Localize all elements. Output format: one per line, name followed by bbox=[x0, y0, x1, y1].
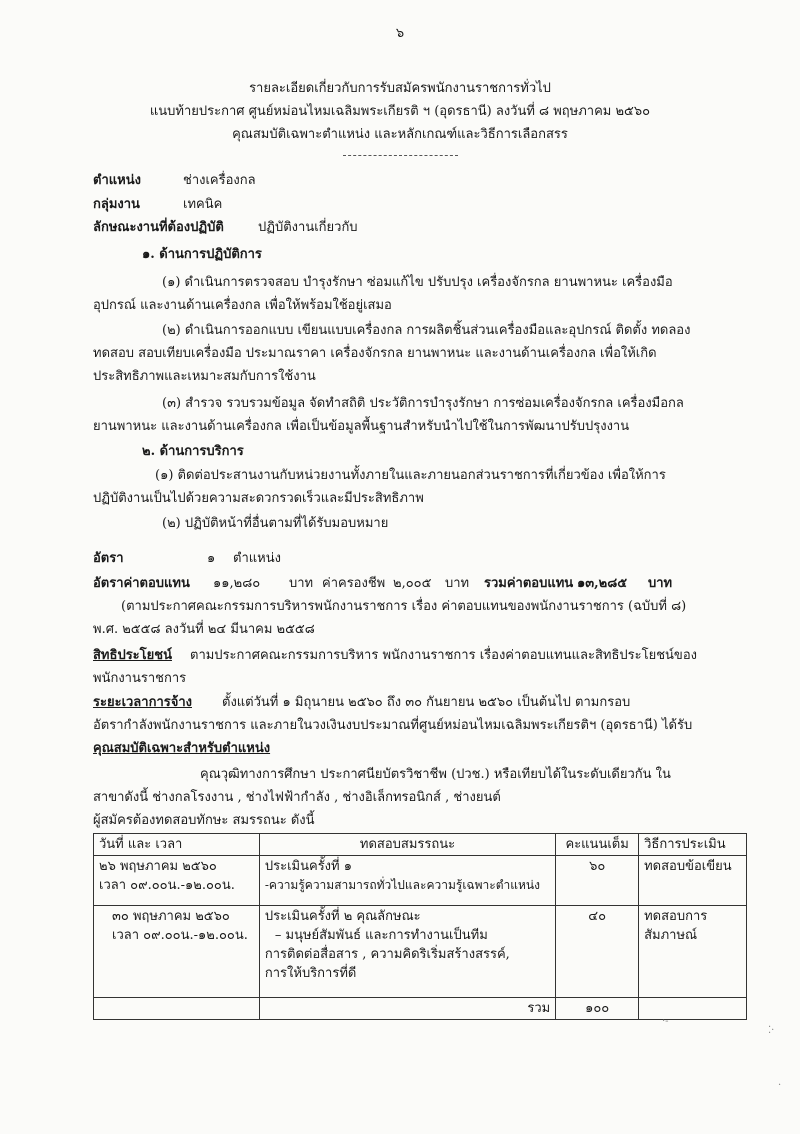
pay-total-label: รวมค่าตอบแทน bbox=[484, 576, 574, 591]
benefit-label: สิทธิประโยชน์ bbox=[93, 648, 172, 663]
rate-count: ๑ bbox=[207, 551, 216, 566]
period-label: ระยะเวลาการจ้าง bbox=[93, 695, 192, 710]
s1-item1-line1: (๑) ดำเนินการตรวจสอบ บำรุงรักษา ซ่อมแก้ไข ปรับปรุง เครื่องจักรกล ยานพาหนะ เครื่องมือ bbox=[162, 275, 673, 290]
row2-method-line1: ทดสอบการ bbox=[644, 909, 708, 924]
row2-method-cell bbox=[639, 906, 747, 998]
total-method-empty bbox=[639, 998, 747, 1020]
evaluation-table bbox=[93, 833, 747, 1020]
pay-living-label: ค่าครองชีพ bbox=[322, 576, 386, 591]
s2-item2: (๒) ปฏิบัติหน้าที่อื่นตามที่ได้รับมอบหมาย bbox=[162, 516, 389, 531]
group-label: กลุ่มงาน bbox=[93, 197, 140, 212]
col-header-method: วิธีการประเมิน bbox=[639, 834, 747, 856]
total-score: ๑๐๐ bbox=[556, 998, 639, 1020]
total-empty-cell bbox=[94, 998, 260, 1020]
row1-test-line2: -ความรู้ความสามารถทั่วไปและความรู้เฉพาะตำแหน่ง bbox=[264, 878, 540, 892]
table-row bbox=[94, 906, 747, 998]
benefit-line2: พนักงานราชการ bbox=[93, 671, 187, 686]
section1-title: ๑. ด้านการปฏิบัติการ bbox=[142, 247, 262, 262]
s1-item2-line3: ประสิทธิภาพและเหมาะสมกับการใช้งาน bbox=[93, 369, 316, 384]
pay-note-line1: (ตามประกาศคณะกรรมการบริหารพนักงานราชการ เรื่อง ค่าตอบแทนของพนักงานราชการ (ฉบับที่ ๘) bbox=[121, 599, 687, 614]
row2-date-cell bbox=[94, 906, 260, 998]
row1-method-line1: ทดสอบข้อเขียน bbox=[644, 859, 732, 874]
row2-test-line2: – มนุษย์สัมพันธ์ และการทำงานเป็นทีม bbox=[274, 928, 488, 943]
duty-value: ปฏิบัติงานเกี่ยวกับ bbox=[258, 220, 358, 235]
s2-item1-line2: ปฏิบัติงานเป็นไปด้วยความสะดวกรวดเร็วและมีประสิทธิภาพ bbox=[93, 491, 424, 506]
qualification-label: คุณสมบัติเฉพาะสำหรับตำแหน่ง bbox=[93, 741, 271, 756]
row2-test-line4: การให้บริการที่ดี bbox=[264, 966, 357, 981]
col-header-test: ทดสอบสมรรถนะ bbox=[259, 834, 555, 856]
table-header-row bbox=[94, 834, 747, 856]
row1-time: เวลา ๐๙.๐๐น.-๑๒.๐๐น. bbox=[99, 878, 235, 893]
row2-time: เวลา ๐๙.๐๐น.-๑๒.๐๐น. bbox=[112, 928, 248, 943]
row1-test-line1: ประเมินครั้งที่ ๑ bbox=[264, 859, 352, 874]
duty-label: ลักษณะงานที่ต้องปฏิบัติ bbox=[93, 220, 224, 235]
group-value: เทคนิค bbox=[183, 197, 223, 212]
col-header-score: คะแนนเต็ม bbox=[556, 834, 639, 856]
qualification-line1: คุณวุฒิทางการศึกษา ประกาศนียบัตรวิชาชีพ (ปวช.) หรือเทียบได้ในระดับเดียวกัน ใน bbox=[200, 767, 671, 782]
header-line-2: แนบท้ายประกาศ ศูนย์หม่อนไหมเฉลิมพระเกียรติ ฯ (อุดรธานี) ลงวันที่ ๘ พฤษภาคม ๒๕๖๐ bbox=[149, 104, 651, 119]
s1-item1-line2: อุปกรณ์ และงานด้านเครื่องกล เพื่อให้พร้อมใช้อยู่เสมอ bbox=[93, 298, 392, 313]
row1-test-cell bbox=[259, 856, 555, 906]
row2-test-line3: การติดต่อสื่อสาร , ความคิดริเริ่มสร้างสรรค์, bbox=[264, 947, 510, 962]
s1-item2-line2: ทดสอบ สอบเทียบเครื่องมือ ประมาณราคา เครื่องจักรกล ยานพาหนะ และงานด้านเครื่องกล เพื่อให้เกิด bbox=[93, 346, 657, 361]
s1-item3-line1: (๓) สำรวจ รวบรวมข้อมูล จัดทำสถิติ ประวัติการบำรุงรักษา การซ่อมเครื่องจักรกล เครื่องมือกล bbox=[162, 396, 684, 411]
section2-title: ๒. ด้านการบริการ bbox=[142, 444, 244, 459]
row1-score: ๖๐ bbox=[556, 856, 639, 906]
scan-mark: ·- bbox=[662, 1016, 669, 1027]
scan-mark: · bbox=[778, 1080, 782, 1091]
qualification-line3: ผู้สมัครต้องทดสอบทักษะ สมรรถนะ ดังนี้ bbox=[93, 813, 315, 828]
page-number: ๖ bbox=[395, 26, 405, 41]
s1-item3-line2: ยานพาหนะ และงานด้านเครื่องกล เพื่อเป็นข้อมูลพื้นฐานสำหรับนำไปใช้ในการพัฒนาปรับปรุงงาน bbox=[93, 419, 630, 434]
header-divider bbox=[343, 155, 458, 156]
benefit-line1: ตามประกาศคณะกรรมการบริหาร พนักงานราชการ เรื่องค่าตอบแทนและสิทธิประโยชน์ของ bbox=[190, 648, 697, 663]
header-line-3: คุณสมบัติเฉพาะตำแหน่ง และหลักเกณฑ์และวิธีการเลือกสรร bbox=[232, 127, 568, 142]
period-line2: อัตรากำลังพนักงานราชการ และภายในวงเงินงบประมาณที่ศูนย์หม่อนไหมเฉลิมพระเกียรติฯ (อุดรธานี) ได้รับ bbox=[93, 718, 693, 733]
rate-unit: ตำแหน่ง bbox=[233, 551, 281, 566]
pay-note-line2: พ.ศ. ๒๕๕๘ ลงวันที่ ๒๔ มีนาคม ๒๕๕๘ bbox=[93, 622, 315, 637]
pay-baht-3: บาท bbox=[648, 576, 673, 591]
row1-date: ๒๖ พฤษภาคม ๒๕๖๐ bbox=[99, 859, 217, 874]
position-label: ตำแหน่ง bbox=[93, 173, 141, 188]
pay-total: ๑๓,๒๘๕ bbox=[577, 576, 628, 591]
total-label: รวม bbox=[259, 998, 555, 1020]
table-row bbox=[94, 856, 747, 906]
period-line1: ตั้งแต่วันที่ ๑ มิถุนายน ๒๕๖๐ ถึง ๓๐ กันยายน ๒๕๖๐ เป็นต้นไป ตามกรอบ bbox=[222, 695, 631, 710]
row1-method-cell bbox=[639, 856, 747, 906]
pay-base: ๑๑,๒๘๐ bbox=[213, 576, 261, 591]
rate-label: อัตรา bbox=[93, 551, 124, 566]
scan-mark: ⁚· bbox=[768, 1025, 775, 1036]
row2-date: ๓๐ พฤษภาคม ๒๕๖๐ bbox=[112, 909, 230, 924]
row2-test-line1: ประเมินครั้งที่ ๒ คุณลักษณะ bbox=[264, 909, 421, 924]
row2-test-cell bbox=[259, 906, 555, 998]
row2-method-line2: สัมภาษณ์ bbox=[644, 928, 698, 943]
pay-baht-2: บาท bbox=[445, 576, 470, 591]
col-header-date: วันที่ และ เวลา bbox=[94, 834, 260, 856]
pay-living: ๒,๐๐๕ bbox=[393, 576, 432, 591]
row1-date-cell bbox=[94, 856, 260, 906]
s1-item2-line1: (๒) ดำเนินการออกแบบ เขียนแบบเครื่องกล การผลิตชิ้นส่วนเครื่องมือและอุปกรณ์ ติดตั้ง ทดลอง bbox=[162, 323, 691, 338]
pay-label: อัตราค่าตอบแทน bbox=[93, 576, 190, 591]
header-line-1: รายละเอียดเกี่ยวกับการรับสมัครพนักงานราชการทั่วไป bbox=[249, 81, 551, 96]
s2-item1-line1: (๑) ติดต่อประสานงานกับหน่วยงานทั้งภายในและภายนอกส่วนราชการที่เกี่ยวข้อง เพื่อให้การ bbox=[155, 468, 666, 483]
pay-baht-1: บาท bbox=[289, 576, 314, 591]
table-total-row bbox=[94, 998, 747, 1020]
qualification-line2: สาขาดังนี้ ช่างกลโรงงาน , ช่างไฟฟ้ากำลัง , ช่างอิเล็กทรอนิกส์ , ช่างยนต์ bbox=[93, 790, 501, 805]
position-value: ช่างเครื่องกล bbox=[183, 173, 256, 188]
row2-score: ๔๐ bbox=[556, 906, 639, 998]
